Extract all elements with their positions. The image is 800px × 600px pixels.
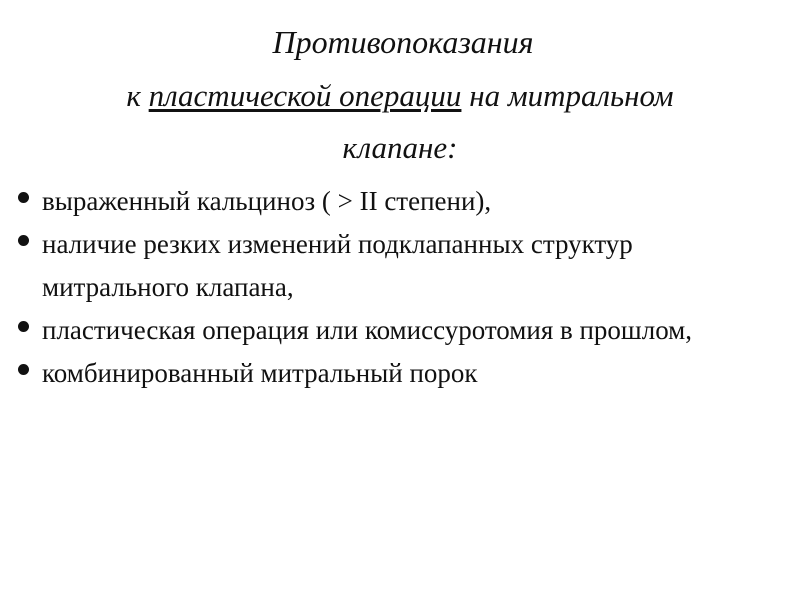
- bullet-text: наличие резких изменений подклапанных структур: [42, 229, 633, 259]
- bullet-item: [18, 180, 800, 223]
- bullet-item: [18, 309, 800, 352]
- bullet-icon: [18, 364, 29, 375]
- title-heading: Противопоказания: [272, 24, 534, 60]
- bullet-text-continuation: митрального клапана,: [42, 272, 294, 302]
- bullet-item: [18, 223, 800, 309]
- title-underlined-phrase: пластической операции: [148, 78, 462, 113]
- bullet-icon: [18, 192, 29, 203]
- bullet-text: комбинированный митральный порок: [42, 358, 478, 388]
- title-subtitle-line: [0, 76, 800, 116]
- bullet-icon: [18, 321, 29, 332]
- bullet-list: [18, 180, 800, 395]
- bullet-text: пластическая операция или комиссуротомия в прошлом,: [42, 315, 693, 345]
- bullet-text: выраженный кальциноз ( > II степени),: [42, 186, 492, 216]
- title-subtitle-line-2: клапане:: [342, 130, 458, 165]
- title-suffix: на митральном: [461, 78, 674, 113]
- slide-title: [0, 22, 800, 168]
- title-prefix: к: [126, 78, 149, 113]
- bullet-icon: [18, 235, 29, 246]
- bullet-item: [18, 352, 800, 395]
